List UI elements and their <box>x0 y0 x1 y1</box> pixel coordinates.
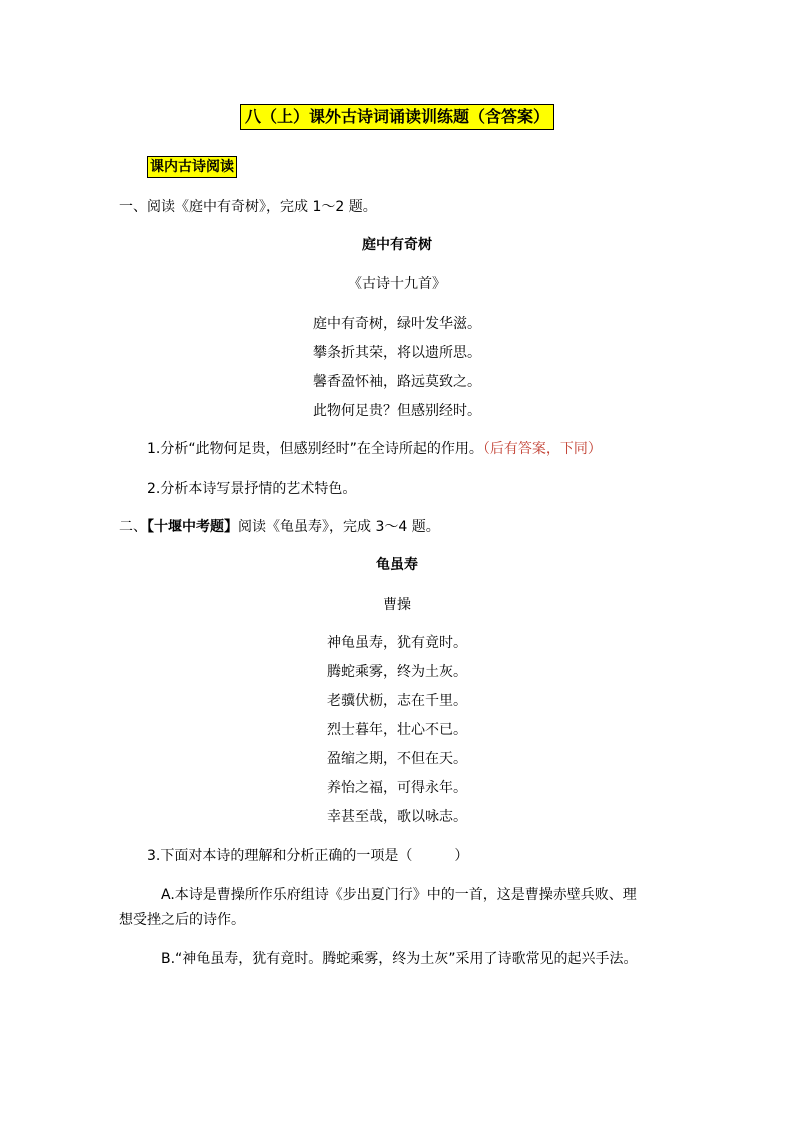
question-1-text: 1.分析“此物何足贵，但感别经时”在全诗所起的作用。 <box>147 441 483 457</box>
title-row <box>0 104 794 130</box>
poem2-line: 幸甚至哉，歌以咏志。 <box>327 809 467 825</box>
poem1-author: 《古诗十九首》 <box>348 276 446 292</box>
poem1-line: 此物何足贵？但感别经时。 <box>313 403 481 419</box>
poem2-line: 养怡之福，可得永年。 <box>327 780 467 796</box>
part1-instruction: 一、阅读《庭中有奇树》，完成 1～2 题。 <box>119 199 377 215</box>
document-title: 八（上）课外古诗词诵读训练题（含答案） <box>240 104 554 130</box>
section-heading: 课内古诗阅读 <box>147 156 237 178</box>
option-b: B.“神龟虽寿，犹有竟时。腾蛇乘雾，终为土灰”采用了诗歌常见的起兴手法。 <box>161 951 638 967</box>
exam-source-label: 【十堰中考题】 <box>147 519 238 535</box>
poem1-title: 庭中有奇树 <box>362 237 432 253</box>
poem2-line: 老骥伏枥，志在千里。 <box>327 693 467 709</box>
part2-instruction-prefix: 二、 <box>119 519 147 535</box>
poem2-line: 盈缩之期，不但在天。 <box>327 751 467 767</box>
poem2-author: 曹操 <box>383 597 411 613</box>
question-3: 3.下面对本诗的理解和分析正确的一项是（ ） <box>147 848 469 864</box>
poem2-line: 烈士暮年，壮心不已。 <box>327 722 467 738</box>
section-heading-row <box>147 156 237 178</box>
poem2-title: 龟虽寿 <box>376 557 418 573</box>
poem2-line: 神龟虽寿，犹有竟时。 <box>327 635 467 651</box>
option-a-line1: A.本诗是曹操所作乐府组诗《步出夏门行》中的一首，这是曹操赤壁兵败、理 <box>161 887 637 903</box>
answer-note: （后有答案，下同） <box>482 441 602 457</box>
poem1-line: 庭中有奇树，绿叶发华滋。 <box>313 316 481 332</box>
question-1 <box>147 442 602 456</box>
option-a-line2: 想受挫之后的诗作。 <box>119 912 245 928</box>
part2-instruction-rest: 阅读《龟虽寿》，完成 3～4 题。 <box>238 519 440 535</box>
poem2-line: 腾蛇乘雾，终为土灰。 <box>327 664 467 680</box>
poem1-line: 攀条折其荣，将以遗所思。 <box>313 345 481 361</box>
part2-instruction <box>119 520 440 534</box>
question-2: 2.分析本诗写景抒情的艺术特色。 <box>147 481 357 497</box>
poem1-line: 馨香盈怀袖，路远莫致之。 <box>313 374 481 390</box>
